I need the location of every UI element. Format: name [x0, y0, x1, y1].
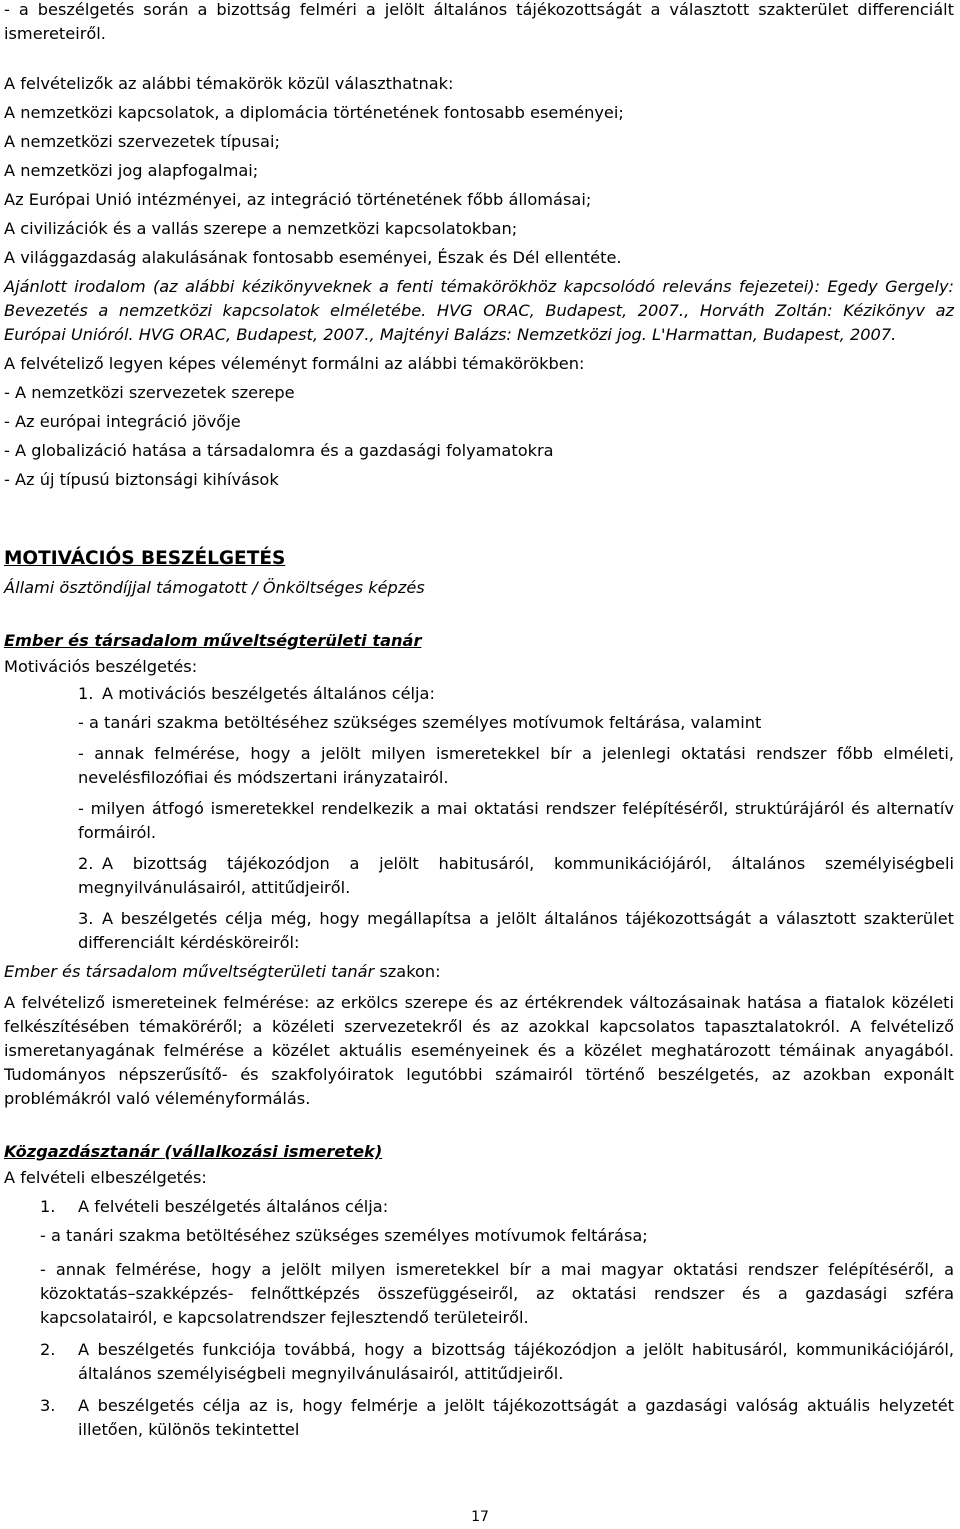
document-page — [4, 0, 954, 1442]
ember-point-2 — [78, 852, 954, 900]
list-number: 1. — [40, 1197, 56, 1216]
ember-paragraph: A felvételiző ismereteinek felmérése: az erkölcs szerepe és az értékrendek változásainak hatása a fiatalok közéleti felkészítésében témaköréről; a közéleti szervezetekről és az azokkal kapcsolatos tapasztalatokról. A felvételiző ismeretanyagának felmérése a közélet aktuális eseményeinek és a közélet meghatározott témáinak anyagából. Tudományos népszerűsítő- és szakfolyóiratok legutóbbi számairól történő beszélgetés, az azokban exponált problémákról való véleményformálás. — [4, 993, 954, 1108]
kozgazdasz-point-3 — [40, 1394, 954, 1442]
opinion-heading: A felvételiző legyen képes véleményt formálni az alábbi témakörökben: — [4, 354, 585, 373]
list-number: 3. — [78, 909, 94, 928]
ember-bullet: - a tanári szakma betöltéséhez szükséges személyes motívumok feltárása, valamint — [78, 713, 762, 732]
list-number: 2. — [40, 1340, 56, 1359]
intro-text: - a beszélgetés során a bizottság felméri a jelölt általános tájékozottságát a választott szakterület differenciált ismereteiről. — [4, 0, 954, 43]
literature-part-1: Ajánlott irodalom (az alábbi kézikönyveknek a fenti témakörökhöz kapcsolódó releváns fejezetei): Egedy Gergely: Bevezetés a nemzetközi kapcsolatok elméletébe. HVG ORAC, Budapest, 2007. — [4, 277, 954, 320]
section-title: MOTIVÁCIÓS BESZÉLGETÉS — [4, 548, 286, 569]
list-text: A beszélgetés funkciója továbbá, hogy a bizottság tájékozódjon a jelölt habitusáról, kommunikációjáról, általános személyiségbeli megnyilvánulásairól, attitűdjeiről. — [78, 1340, 954, 1383]
topic-item: A nemzetközi kapcsolatok, a diplomácia történetének fontosabb eseményei; — [4, 103, 624, 122]
list-number: 2. — [78, 854, 94, 873]
topic-item: Az Európai Unió intézményei, az integráció történetének főbb állomásai; — [4, 190, 592, 209]
opinion-item: - Az európai integráció jövője — [4, 412, 241, 431]
ember-heading: Ember és társadalom műveltségterületi tanár — [4, 631, 422, 650]
kozgazdasz-label: A felvételi elbeszélgetés: — [4, 1168, 207, 1187]
list-text: A bizottság tájékozódjon a jelölt habitusáról, kommunikációjáról, általános személyiségbeli megnyilvánulásairól, attitűdjeiről. — [78, 854, 954, 897]
list-number: 1. — [78, 684, 94, 703]
opinion-item: - A globalizáció hatása a társadalomra és a gazdasági folyamatokra — [4, 441, 554, 460]
ember-szakon — [4, 960, 954, 984]
topic-item: A civilizációk és a vallás szerepe a nemzetközi kapcsolatokban; — [4, 219, 518, 238]
ember-bullet: - milyen átfogó ismeretekkel rendelkezik a mai oktatási rendszer felépítéséről, struktúrájáról és alternatív formáiról. — [78, 799, 954, 842]
ember-bullet: - annak felmérése, hogy a jelölt milyen ismeretekkel bír a jelenlegi oktatási rendszer főbb elméleti, nevelésfilozófiai és módszertani irányzatairól. — [78, 744, 954, 787]
kozgazdasz-point-1 — [40, 1195, 954, 1219]
ember-label: Motivációs beszélgetés: — [4, 657, 198, 676]
ember-point-1 — [78, 682, 954, 706]
list-text: A beszélgetés célja az is, hogy felmérje a jelölt tájékozottságát a gazdasági valóság aktuális helyzetét illetően, különös tekintettel — [78, 1396, 954, 1439]
kozgazdasz-point-2 — [40, 1338, 954, 1386]
list-text: A beszélgetés célja még, hogy megállapítsa a jelölt általános tájékozottságát a választott szakterület differenciált kérdésköreiről: — [78, 909, 954, 952]
list-text: A motivációs beszélgetés általános célja: — [102, 684, 435, 703]
list-number: 3. — [40, 1396, 56, 1415]
kozgazdasz-bullet: - a tanári szakma betöltéséhez szükséges személyes motívumok feltárása; — [40, 1226, 648, 1245]
szakon-name: Ember és társadalom műveltségterületi tanár — [4, 962, 375, 981]
kozgazdasz-heading: Közgazdásztanár (vállalkozási ismeretek) — [4, 1142, 383, 1161]
opinion-item: - A nemzetközi szervezetek szerepe — [4, 383, 295, 402]
topics-heading: A felvételizők az alábbi témakörök közül választhatnak: — [4, 74, 454, 93]
topic-item: A nemzetközi jog alapfogalmai; — [4, 161, 259, 180]
topic-item: A világgazdaság alakulásának fontosabb eseményei, Észak és Dél ellentéte. — [4, 248, 622, 267]
recommended-literature — [4, 275, 954, 347]
list-text: A felvételi beszélgetés általános célja: — [78, 1197, 389, 1216]
literature-part-2: , Horváth Zoltán: Kézikönyv az Európai Unióról. HVG ORAC, Budapest, 2007. — [4, 301, 955, 344]
ember-point-3 — [78, 907, 954, 955]
szakon-suffix: szakon: — [374, 962, 441, 981]
kozgazdasz-bullet: - annak felmérése, hogy a jelölt milyen ismeretekkel bír a mai magyar oktatási rendszer felépítéséről, a közoktatás–szakképzés- felnőttképzés összefüggéseiről, az oktatási rendszer és a gazdasági szféra kapcsolatairól, e kapcsolatrendszer fejlesztendő területeiről. — [40, 1260, 954, 1327]
literature-part-3: , Majtényi Balázs: Nemzetközi jog. L'Harmattan, Budapest, 2007. — [369, 325, 897, 344]
page-number: 17 — [471, 1509, 489, 1525]
section-subtitle: Állami ösztöndíjjal támogatott / Önköltséges képzés — [4, 578, 425, 597]
opinion-item: - Az új típusú biztonsági kihívások — [4, 470, 279, 489]
topic-item: A nemzetközi szervezetek típusai; — [4, 132, 280, 151]
